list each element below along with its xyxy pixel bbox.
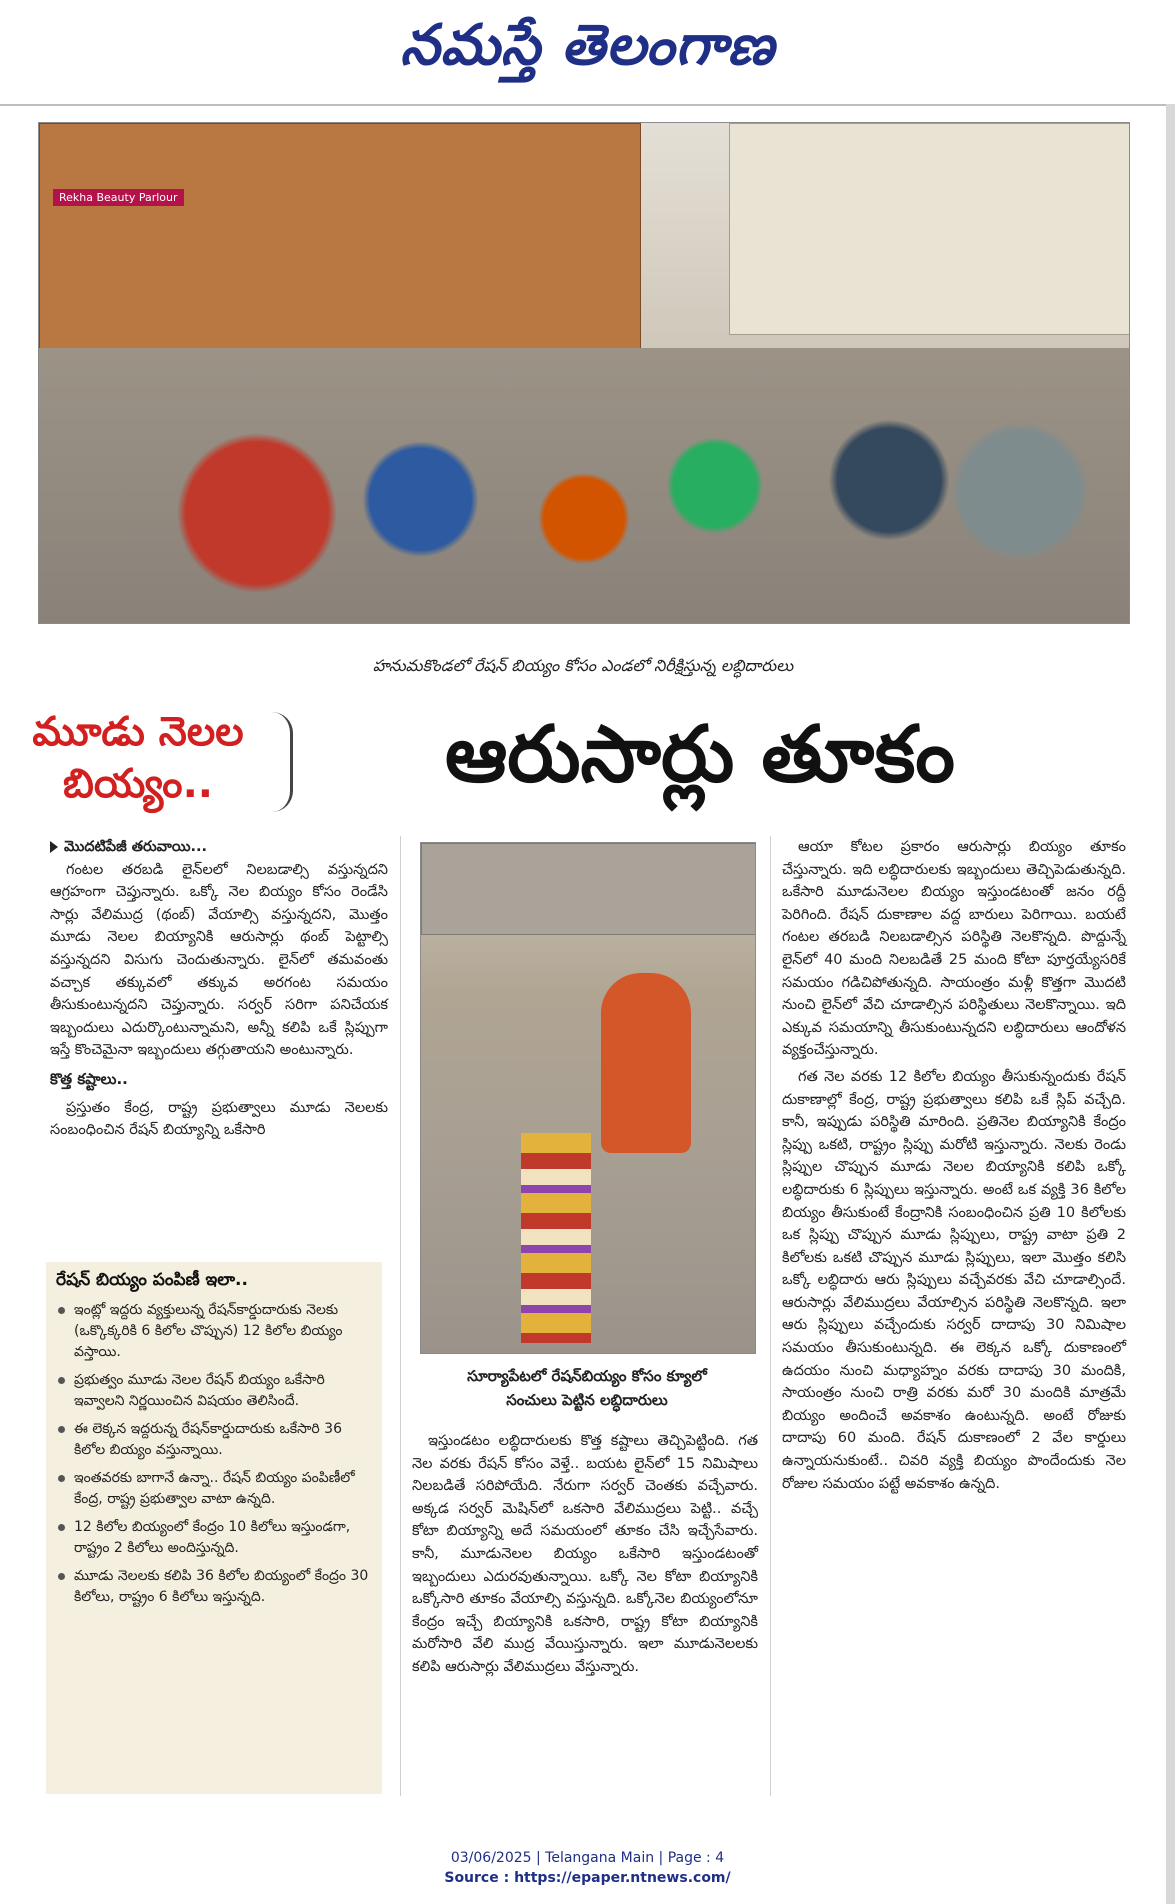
middle-photo-caption (420, 1364, 754, 1412)
sidebar-list (56, 1300, 372, 1608)
sidebar-title: రేషన్ బియ్యం పంపిణీ ఇలా.. (56, 1270, 248, 1290)
continued-label: మొదటిపేజీ తరువాయి... (64, 839, 208, 855)
footer-date-edition: 03/06/2025 | Telangana Main | Page : 4 (450, 1850, 725, 1866)
newspaper-title: నమస్తే తెలంగాణ (400, 12, 775, 78)
column-2 (412, 1430, 758, 1683)
bags-row (521, 1133, 591, 1343)
top-photo (38, 122, 1130, 624)
column-1 (50, 836, 388, 1146)
queue-crowd (39, 348, 1129, 623)
footer-source[interactable]: Source : https://epaper.ntnews.com/ (444, 1870, 731, 1886)
headline-main: ఆరుసార్లు తూకం (445, 710, 955, 800)
page-footer (0, 1848, 1175, 1888)
headline-kicker-line1: మూడు నెలల (32, 709, 244, 755)
column1-paragraph-2: ప్రస్తుతం కేంద్ర, రాష్ట్ర ప్రభుత్వాలు మూడు నెలలకు సంబంధించిన రేషన్ బియ్యాన్ని ఒకేసారి (50, 1099, 388, 1139)
continued-from-front (50, 836, 388, 859)
sidebar-item: ఈ లెక్కన ఇద్దరున్న రేషన్‌కార్డుదారుకు ఒకేసారి 36 కిలోల బియ్యం వస్తున్నాయి. (56, 1419, 372, 1461)
column1-paragraph-1: గంటల తరబడి లైన్‌లలో నిలబడాల్సి వస్తున్నదని ఆగ్రహంగా చెప్తున్నారు. ఒక్కో నెల బియ్యం కోసం రెండేసి సార్లు వేలిముద్ర (థంబ్) వేయాల్సి వస్తున్నదని, మొత్తం మూడు నెలల బియ్యానికి ఆరుసార్లు థంబ్ పెట్టాల్సి వస్తున్నదని విసుగు చెందుతున్నారు. లైన్‌లో తమవంతు వచ్చాక తక్కువలో తక్కువ అరగంట సమయం తీసుకుంటున్నదని చెప్తున్నారు. సర్వర్ సరిగా పనిచేయక ఇబ్బందులు ఎదుర్కొంటున్నామని, అన్నీ కలిపి ఒకే స్లిప్పుగా ఇస్తే కొంచెమైనా ఇబ్బందులు తగ్గుతాయని అంటున్నారు. (50, 861, 388, 1059)
arrow-right-icon (50, 841, 58, 853)
column1-subhead: కొత్త కష్టాలు.. (50, 1069, 128, 1088)
top-photo-caption: హనుమకొండలో రేషన్ బియ్యం కోసం ఎండలో నిరీక్షిస్తున్న లబ్ధిదారులు (372, 656, 794, 675)
building-right (729, 123, 1130, 335)
column2-paragraph-1: ఇస్తుండటం లబ్ధిదారులకు కొత్త కష్టాలు తెచ్చిపెట్టింది. గత నెల వరకు రేషన్ కోసం వెళ్తే.. బయట లైన్‌లో 15 నిమిషాలు నిలబడితే సరిపోయేది. నేరుగా సర్వర్ చెంతకు వచ్చేవారు. అక్కడ సర్వర్ మెషిన్‌లో ఒకసారి వేలిముద్రలు పెట్టి.. వచ్చే కోటా బియ్యాన్ని అదే సమయంలో తూకం చేసి ఇచ్చేసేవారు. కానీ, మూడునెలల బియ్యం ఒకేసారి ఇస్తుండటంతో ఇబ్బందులు ఎదురవుతున్నాయి. ఒక్కో నెల కోటా బియ్యానికి ఒక్కోసారి తూకం వేయాల్సి వస్తున్నది. ఒక్కోనెల బియ్యంలోనూ కేంద్రం ఇచ్చే బియ్యానికి ఒకసారి, రాష్ట్ర కోటా బియ్యానికి మరోసారి వేలి ముద్ర వేయిస్తున్నారు. ఇలా మూడునెలలకు కలిపి ఆరుసార్లు వేలిముద్రలు వేస్తున్నారు. (412, 1433, 758, 1675)
sidebar-item: ఇంట్లో ఇద్దరు వ్యక్తులున్న రేషన్‌కార్డుదారుకు నెలకు (ఒక్కొక్కరికి 6 కిలోల చొప్పున) 12 కిలోల బియ్యం వస్తాయి. (56, 1300, 372, 1363)
column3-paragraph-2: గత నెల వరకు 12 కిలోల బియ్యం తీసుకున్నందుకు రేషన్ దుకాణాల్లో కేంద్ర, రాష్ట్ర ప్రభుత్వాలు కలిపి ఒకే స్లిప్ వచ్చేది. కానీ, ఇప్పుడు పరిస్థితి మారింది. ప్రతినెల బియ్యానికి కేంద్రం స్లిప్పు ఒకటి, రాష్ట్రం స్లిప్పు మరోటి ఇస్తున్నారు. నెలకు రెండు స్లిప్పుల చొప్పున మూడు నెలల బియ్యానికి కలిపి ఒక్కో లబ్ధిదారుకు 6 స్లిప్పులు ఇస్తున్నారు. అంటే ఒక వ్యక్తి 36 కిలోల బియ్యం తీసుకుంటే కేంద్రానికి సంబంధించిన ప్రతి 10 కిలోలకు ఒక స్లిప్పు చొప్పున మూడు స్లిప్పులు, రాష్ట్ర వాటా ప్రతి 2 కిలోలకు ఒకటి చొప్పున మూడు స్లిప్పులు, ఇలా మొత్తం కలిసి ఒక్కో లబ్ధిదారు ఆరు స్లిప్పులు వచ్చేవరకు వేచి చూడాల్సిందే. ఆరుసార్లు వేలిముద్రలు వేయాల్సిన పరిస్థితి నెలకొన్నది. ఇలా ఆరు స్లిప్పులు వచ్చేందుకు సర్వర్ దాదాపు 30 నిమిషాల సమయం తీసుకుంటున్నది. ఈ లెక్కన ఒక్కో దుకాణంలో ఉదయం నుంచి మధ్యాహ్నం వరకు దాదాపు 30 మందికి, సాయంత్రం నుంచి రాత్రి వరకు మరో 30 మందికి మాత్రమే బియ్యం అందించే అవకాశం ఉంటున్నది. అంటే రోజుకు దాదాపు 60 మంది. రేషన్ దుకాణంలో 2 వేల కార్డులు ఉన్నాయనుకుంటే.. చివరి వ్యక్తి బియ్యం పొందేందుకు నెల రోజుల సమయం పట్టే అవకాశం ఉన్నది. (782, 1068, 1126, 1492)
column-rule-1 (400, 836, 401, 1796)
headline-kicker-line2: బియ్యం.. (63, 761, 213, 807)
shop-sign: Rekha Beauty Parlour (53, 189, 184, 206)
column-rule-2 (770, 836, 771, 1796)
sidebar-item: ఇంతవరకు బాగానే ఉన్నా.. రేషన్ బియ్యం పంపిణీలో కేంద్ర, రాష్ట్ర ప్రభుత్వాల వాటా ఉన్నది. (56, 1468, 372, 1510)
middle-photo-building (421, 843, 756, 935)
column-3 (782, 836, 1126, 1499)
headline-brace (272, 712, 293, 812)
column3-paragraph-1: ఆయా కోటల ప్రకారం ఆరుసార్లు బియ్యం తూకం చేస్తున్నారు. ఇది లబ్ధిదారులకు ఇబ్బందులు తెచ్చిపెడుతున్నది. ఒకేసారి మూడునెలల బియ్యం ఇస్తుండటంతో జనం రద్దీ పెరిగింది. రేషన్ దుకాణాల వద్ద బారులు పెరిగాయి. బయటే గంటల తరబడి నిలబడాల్సిన పరిస్థితి నెలకొన్నది. పొద్దున్నే లైన్‌లో 40 మంది నిలబడితే 25 మంది కోటా పూర్తయ్యేసరికే సమయం గడిచిపోతున్నది. సాయంత్రం మళ్లీ కొత్తగా మొదటి నుంచి లైన్‌లో వేచి చూడాల్సిన పరిస్థితులు నెలకొన్నాయి. ఇది ఎక్కువ సమయాన్ని తీసుకుంటున్నదని లబ్ధిదారులు ఆందోళన వ్యక్తంచేస్తున్నారు. (782, 839, 1126, 1059)
shop-building (39, 123, 641, 385)
headline-kicker (8, 706, 268, 816)
sidebar-item: ప్రభుత్వం మూడు నెలల రేషన్ బియ్యం ఒకేసారి ఇవ్వాలని నిర్ణయించిన విషయం తెలిసిందే. (56, 1370, 372, 1412)
middle-caption-line2: సంచులు పెట్టిన లబ్ధిదారులు (506, 1391, 668, 1409)
sidebar-item: 12 కిలోల బియ్యంలో కేంద్రం 10 కిలోలు ఇస్తుండగా, రాష్ట్రం 2 కిలోలు అందిస్తున్నది. (56, 1517, 372, 1559)
woman-figure (601, 973, 691, 1153)
info-sidebar (46, 1262, 382, 1794)
middle-caption-line1: సూర్యాపేటలో రేషన్‌బియ్యం కోసం క్యూలో (467, 1367, 707, 1385)
sidebar-item: మూడు నెలలకు కలిపి 36 కిలోల బియ్యంలో కేంద్రం 30 కిలోలు, రాష్ట్రం 6 కిలోలు ఇస్తున్నది. (56, 1566, 372, 1608)
page-edge-scrollbar[interactable] (1166, 104, 1175, 1904)
middle-photo (420, 842, 756, 1354)
masthead (0, 0, 1175, 106)
